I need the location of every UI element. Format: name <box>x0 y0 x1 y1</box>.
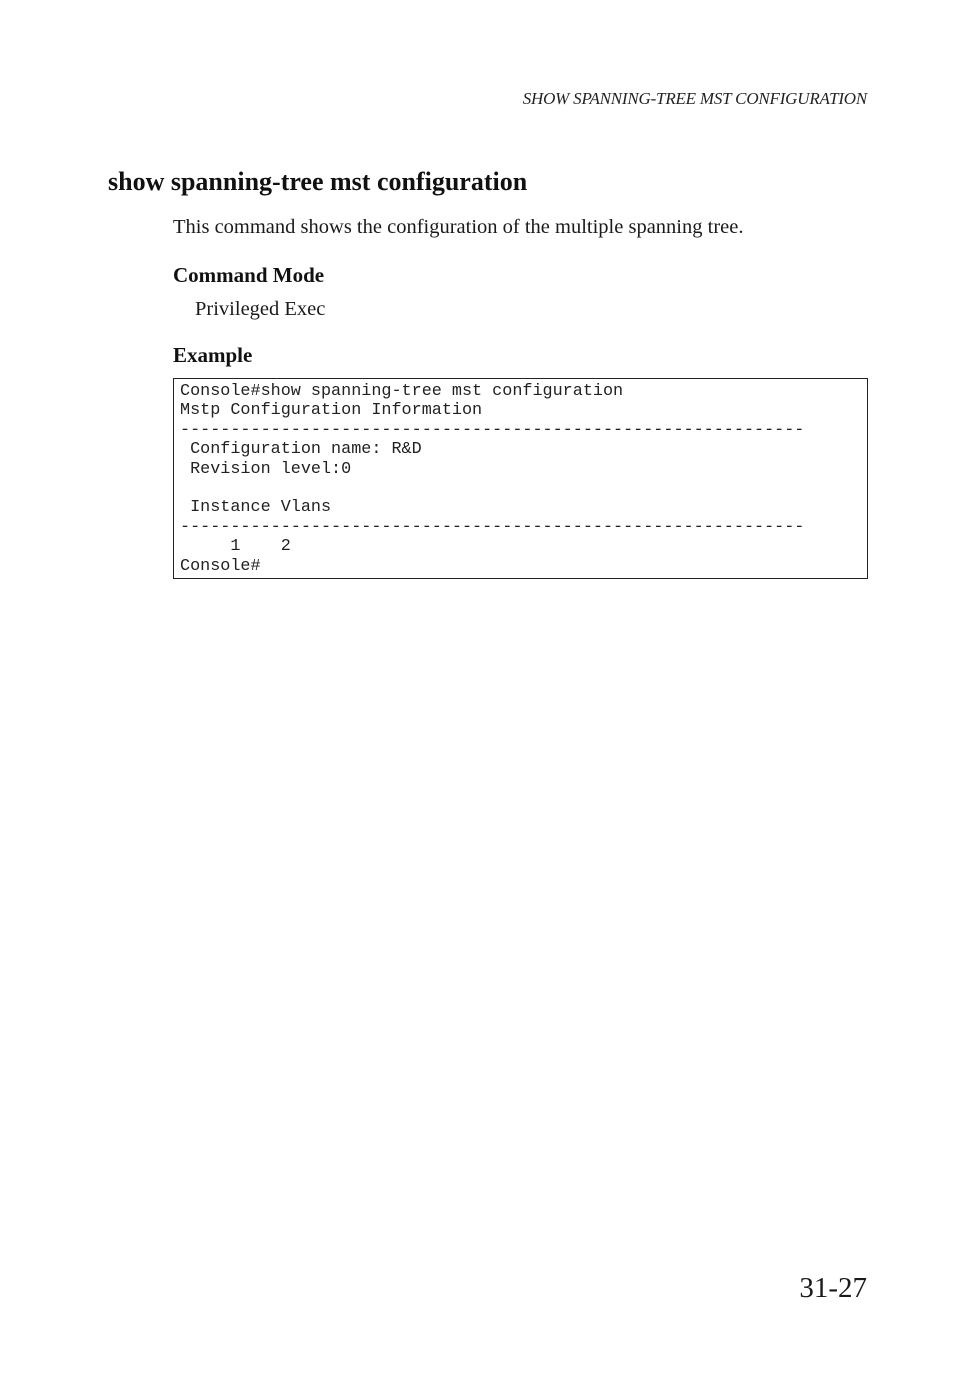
code-line: Mstp Configuration Information <box>180 401 483 421</box>
code-line: Console# <box>180 556 261 576</box>
command-mode-value: Privileged Exec <box>195 298 326 320</box>
section-title: show spanning-tree mst configuration <box>108 167 528 196</box>
code-line: Instance Vlans <box>180 498 332 518</box>
code-line: -------------------------------------------------------------- <box>180 420 805 440</box>
example-heading: Example <box>173 343 253 367</box>
code-line: -------------------------------------------------------------- <box>180 517 805 537</box>
page-number: 31-27 <box>799 1272 867 1304</box>
code-line: Revision level:0 <box>180 459 352 479</box>
command-mode-heading: Command Mode <box>173 263 325 287</box>
code-line: Configuration name: R&D <box>180 440 422 460</box>
code-line <box>180 479 867 498</box>
example-code-block <box>173 378 868 579</box>
code-line: Console#show spanning-tree mst configuration <box>180 382 624 401</box>
running-header: SHOW SPANNING-TREE MST CONFIGURATION <box>522 89 867 108</box>
code-line: 1 2 <box>180 537 291 557</box>
command-description: This command shows the configuration of the multiple spanning tree. <box>173 216 744 238</box>
